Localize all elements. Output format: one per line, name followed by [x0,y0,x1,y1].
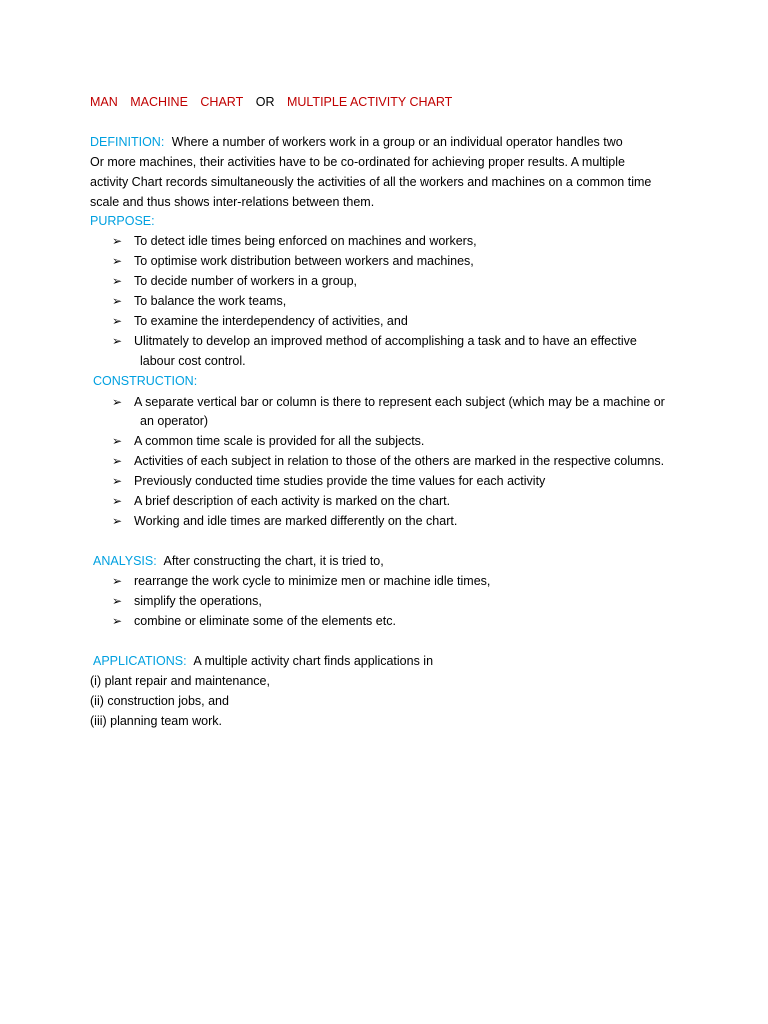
applications-line [93,651,433,671]
arrow-bullet-icon: ➢ [112,474,123,488]
title-machine: MACHINE [130,95,188,109]
construction-item: ➢ A separate vertical bar or column is there to represent each subject (which may be a machine or [112,392,665,412]
arrow-bullet-icon: ➢ [112,294,123,308]
arrow-bullet-icon: ➢ [112,454,123,468]
title-connector: OR [255,95,275,109]
construction-item: ➢ Activities of each subject in relation to those of the others are marked in the respective columns. [112,451,664,471]
arrow-bullet-icon: ➢ [112,434,123,448]
definition-line-2: Or more machines, their activities have to be co-ordinated for achieving proper results. A multiple [90,155,625,169]
construction-item: ➢ A common time scale is provided for all the subjects. [112,431,424,451]
purpose-item: ➢ To optimise work distribution between workers and machines, [112,251,474,271]
arrow-bullet-icon: ➢ [112,314,123,328]
applications-item: (iii) planning team work. [90,714,222,728]
construction-item-continuation: an operator) [140,414,209,428]
definition-line-1 [90,132,623,152]
construction-heading: CONSTRUCTION: [93,374,198,388]
arrow-bullet-icon: ➢ [112,274,123,288]
applications-intro: A multiple activity chart finds applications in [193,654,434,668]
purpose-item: ➢ To balance the work teams, [112,291,286,311]
purpose-item-continuation: labour cost control. [140,354,246,368]
applications-heading: APPLICATIONS: [93,654,187,668]
document-title [90,92,452,112]
construction-item: ➢ Previously conducted time studies provide the time values for each activity [112,471,545,491]
arrow-bullet-icon: ➢ [112,254,123,268]
purpose-heading: PURPOSE: [90,214,155,228]
arrow-bullet-icon: ➢ [112,514,123,528]
analysis-intro: After constructing the chart, it is tried to, [163,554,384,568]
construction-item: ➢ A brief description of each activity is marked on the chart. [112,491,450,511]
analysis-item: ➢ rearrange the work cycle to minimize men or machine idle times, [112,571,490,591]
applications-item: (i) plant repair and maintenance, [90,674,270,688]
definition-line-4: scale and thus shows inter-relations between them. [90,195,375,209]
arrow-bullet-icon: ➢ [112,334,123,348]
analysis-line [93,551,384,571]
arrow-bullet-icon: ➢ [112,574,123,588]
purpose-item: ➢ To decide number of workers in a group, [112,271,357,291]
definition-text-1: Where a number of workers work in a group or an individual operator handles two [171,135,623,149]
title-multiple-activity-chart: MULTIPLE ACTIVITY CHART [286,95,453,109]
title-chart: CHART [200,95,244,109]
analysis-item: ➢ combine or eliminate some of the elements etc. [112,611,396,631]
construction-item: ➢ Working and idle times are marked differently on the chart. [112,511,457,531]
definition-line-3: activity Chart records simultaneously the activities of all the workers and machines on a common time [90,175,652,189]
title-man: MAN [90,95,118,109]
arrow-bullet-icon: ➢ [112,494,123,508]
definition-heading: DEFINITION: [90,135,165,149]
analysis-item: ➢ simplify the operations, [112,591,262,611]
arrow-bullet-icon: ➢ [112,395,123,409]
purpose-item: ➢ To examine the interdependency of activities, and [112,311,408,331]
analysis-heading: ANALYSIS: [93,554,157,568]
arrow-bullet-icon: ➢ [112,234,123,248]
applications-item: (ii) construction jobs, and [90,694,229,708]
arrow-bullet-icon: ➢ [112,594,123,608]
purpose-item: ➢ Ulitmately to develop an improved method of accomplishing a task and to have an effective [112,331,637,351]
arrow-bullet-icon: ➢ [112,614,123,628]
purpose-item: ➢ To detect idle times being enforced on machines and workers, [112,231,477,251]
